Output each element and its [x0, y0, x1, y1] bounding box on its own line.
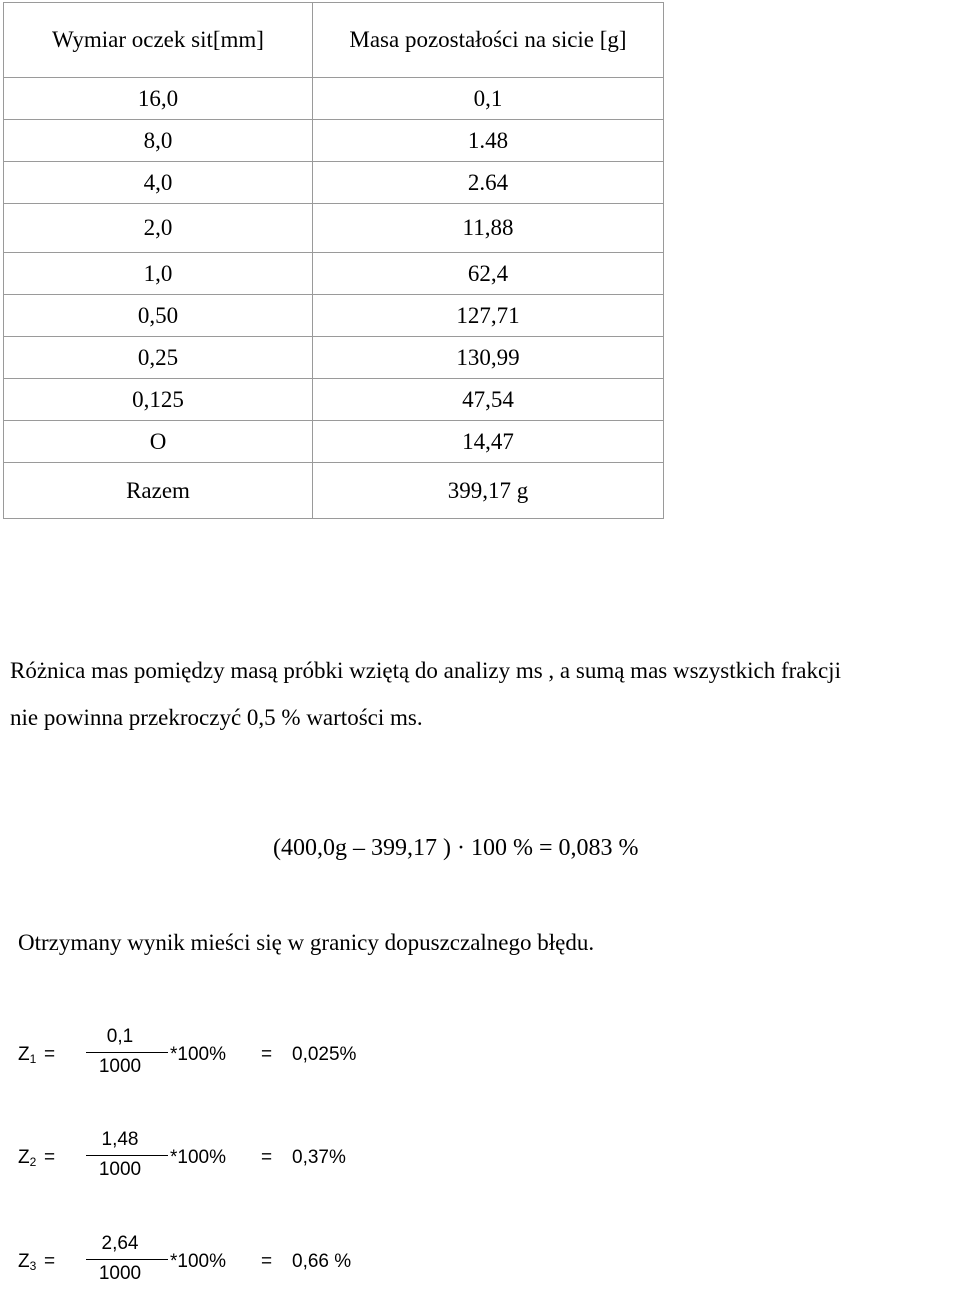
table-row: [4, 337, 664, 379]
fraction-bar: [86, 1052, 168, 1053]
z-index: 1: [29, 1052, 37, 1066]
z-index: 3: [29, 1259, 37, 1273]
residue-mass-cell: 47,54: [313, 379, 664, 421]
table-row: [4, 379, 664, 421]
residue-mass-cell: 1.48: [313, 120, 664, 162]
note-paragraph-line-2: nie powinna przekroczyć 0,5 % wartości ms.: [10, 705, 423, 730]
result: 0,025%: [292, 1044, 357, 1065]
residue-mass-cell: 62,4: [313, 253, 664, 295]
header-residue-mass: Masa pozostałości na sicie [g]: [313, 3, 664, 78]
result: 0,66 %: [292, 1251, 352, 1272]
z1-calculation: [18, 1026, 538, 1086]
z-symbol: $Z_1$: [18, 1044, 37, 1066]
denominator: 1000: [98, 1263, 142, 1284]
table-row: [4, 204, 664, 253]
table-row: [4, 295, 664, 337]
z-index: 2: [29, 1155, 37, 1169]
table-row: [4, 120, 664, 162]
residue-mass-cell: 2.64: [313, 162, 664, 204]
mesh-size-cell: O: [4, 421, 313, 463]
numerator: 1,48: [101, 1129, 139, 1150]
residue-mass-cell: 127,71: [313, 295, 664, 337]
equals-sign: =: [261, 1044, 273, 1065]
total-mass-cell: 399,17 g: [313, 463, 664, 519]
equals-sign: =: [261, 1147, 273, 1168]
equals-sign: =: [44, 1251, 56, 1272]
multiplier: *100%: [170, 1147, 226, 1168]
table-header-row: [4, 3, 664, 78]
formula-right: 100 % = 0,083 %: [470, 835, 639, 861]
z-symbol: $Z_3$: [18, 1251, 37, 1273]
mesh-size-cell: 8,0: [4, 120, 313, 162]
mesh-size-cell: 4,0: [4, 162, 313, 204]
numerator: 0,1: [106, 1026, 134, 1047]
mesh-size-cell: 0,25: [4, 337, 313, 379]
multiplier: *100%: [170, 1044, 226, 1065]
equals-sign: =: [44, 1044, 56, 1065]
mesh-size-cell: 2,0: [4, 204, 313, 253]
numerator: 2,64: [101, 1233, 139, 1254]
conclusion-text: Otrzymany wynik mieści się w granicy dopuszczalnego błędu.: [18, 930, 595, 955]
equals-sign: =: [261, 1251, 273, 1272]
z2-calculation: [18, 1129, 538, 1189]
z3-calculation: [18, 1233, 538, 1293]
fraction-bar: [86, 1259, 168, 1260]
table-row: [4, 78, 664, 120]
note-paragraph-line-1: Różnica mas pomiędzy masą próbki wziętą do analizy ms , a sumą mas wszystkich frakcji: [10, 658, 841, 683]
mesh-size-cell: 0,125: [4, 379, 313, 421]
sieve-analysis-table: [3, 2, 664, 519]
denominator: 1000: [98, 1056, 142, 1077]
equals-sign: =: [44, 1147, 56, 1168]
fraction-bar: [86, 1155, 168, 1156]
table-row: [4, 162, 664, 204]
denominator: 1000: [98, 1159, 142, 1180]
residue-mass-cell: 0,1: [313, 78, 664, 120]
header-mesh-size: Wymiar oczek sit[mm]: [4, 3, 313, 78]
residue-mass-cell: 130,99: [313, 337, 664, 379]
table-row: [4, 421, 664, 463]
formula-multiply-dot: ·: [456, 835, 465, 861]
mesh-size-cell: 1,0: [4, 253, 313, 295]
mesh-size-cell: 16,0: [4, 78, 313, 120]
formula-left: (400,0g – 399,17 ): [273, 835, 451, 861]
multiplier: *100%: [170, 1251, 226, 1272]
mesh-size-cell: 0,50: [4, 295, 313, 337]
total-label-cell: Razem: [4, 463, 313, 519]
residue-mass-cell: 11,88: [313, 204, 664, 253]
residue-mass-cell: 14,47: [313, 421, 664, 463]
loss-formula: [273, 835, 639, 862]
result: 0,37%: [292, 1147, 346, 1168]
table-total-row: [4, 463, 664, 519]
z-symbol: $Z_2$: [18, 1147, 37, 1169]
table-row: [4, 253, 664, 295]
